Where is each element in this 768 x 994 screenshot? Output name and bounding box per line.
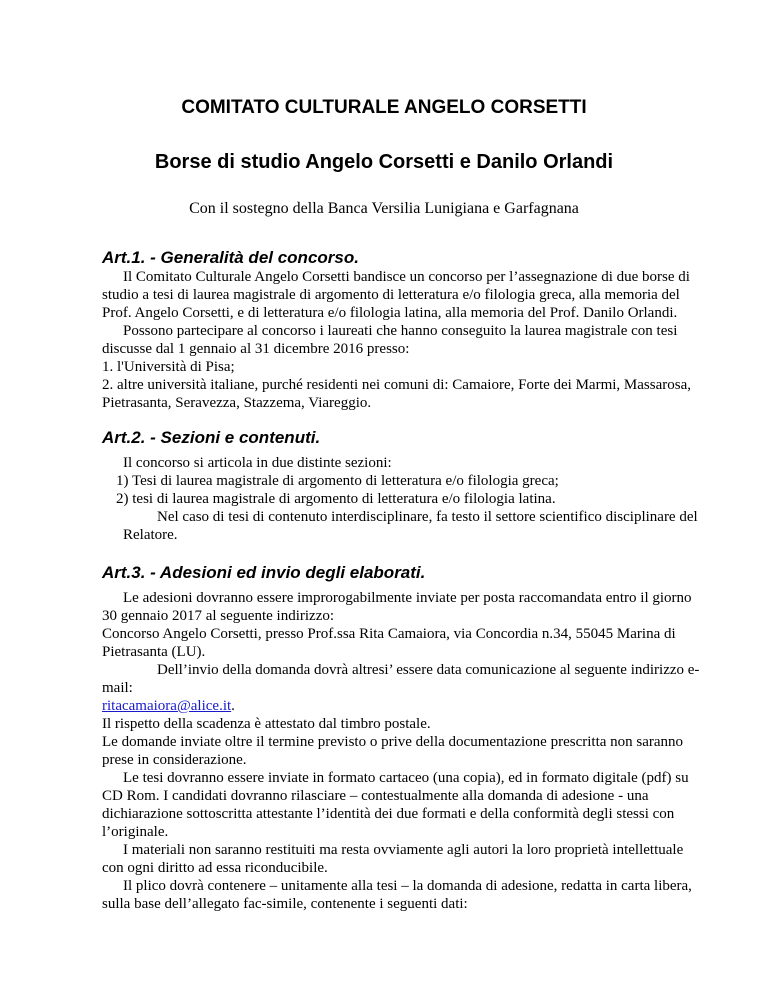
address-line: Concorso Angelo Corsetti, presso Prof.ssa Rita Camaiora, via Concordia n.34, 55045 Marina di	[102, 626, 676, 642]
art2-heading: Art.2. - Sezioni e contenuti.	[102, 428, 321, 447]
paragraph-line: Prof. Angelo Corsetti, e di letteratura e/o filologia latina, alla memoria del Prof. Danilo Orlandi.	[102, 305, 678, 321]
paragraph-line: Possono partecipare al concorso i laureati che hanno conseguito la laurea magistrale con tesi	[123, 323, 678, 339]
paragraph-line: discusse dal 1 gennaio al 31 dicembre 2016 presso:	[102, 341, 410, 357]
paragraph-line: Le adesioni dovranno essere improrogabilmente inviate per posta raccomandata entro il giorno	[123, 590, 692, 606]
list-item: 2. altre università italiane, purché residenti nei comuni di: Camaiore, Forte dei Marmi, Massarosa,	[102, 377, 691, 393]
art1-heading: Art.1. - Generalità del concorso.	[102, 248, 359, 267]
list-item: 1) Tesi di laurea magistrale di argomento di letteratura e/o filologia greca;	[116, 473, 559, 489]
email-link[interactable]: ritacamaiora@alice.it	[102, 698, 232, 714]
paragraph-line: I materiali non saranno restituiti ma resta ovviamente agli autori la loro proprietà intellettuale	[123, 842, 684, 858]
email-line	[102, 697, 692, 715]
paragraph-line: Il plico dovrà contenere – unitamente alla tesi – la domanda di adesione, redatta in carta libera,	[123, 878, 692, 894]
paragraph-line: prese in considerazione.	[102, 752, 247, 768]
paragraph-line: dichiarazione sottoscritta attestante l’identità dei due formati e della conformità degli stessi con	[102, 806, 675, 822]
paragraph-line: CD Rom. I candidati dovranno rilasciare – contestualmente alla domanda di adesione - una	[102, 788, 649, 804]
paragraph-line: Pietrasanta, Seravezza, Stazzema, Viareggio.	[102, 395, 372, 411]
paragraph-line: l’originale.	[102, 824, 169, 840]
paragraph-line: con ogni diritto ad essa riconducibile.	[102, 860, 328, 876]
paragraph-line: studio a tesi di laurea magistrale di argomento di letteratura e/o filologia greca, alla memoria del	[102, 287, 680, 303]
paragraph-line: Relatore.	[123, 527, 178, 543]
paragraph-line: Il rispetto della scadenza è attestato dal timbro postale.	[102, 716, 431, 732]
paragraph-line: mail:	[102, 680, 133, 696]
art2-body	[102, 454, 698, 544]
address-line: Pietrasanta (LU).	[102, 644, 206, 660]
paragraph-line: Le domande inviate oltre il termine previsto o prive della documentazione prescritta non saranno	[102, 734, 684, 750]
art1-body	[102, 268, 692, 412]
paragraph-line: Il Comitato Culturale Angelo Corsetti bandisce un concorso per l’assegnazione di due borse di	[123, 269, 690, 285]
paragraph-line: Le tesi dovranno essere inviate in formato cartaceo (una copia), ed in formato digitale (pdf) su	[123, 770, 689, 786]
paragraph-line: 30 gennaio 2017 al seguente indirizzo:	[102, 608, 335, 624]
sponsor-subtitle: Con il sostegno della Banca Versilia Lunigiana e Garfagnana	[189, 200, 579, 217]
committee-heading: COMITATO CULTURALE ANGELO CORSETTI	[181, 97, 587, 118]
list-item: 1. l'Università di Pisa;	[102, 359, 235, 375]
paragraph-line: Il concorso si articola in due distinte sezioni:	[123, 455, 392, 471]
art3-heading: Art.3. - Adesioni ed invio degli elaborati.	[102, 563, 426, 582]
art3-body	[102, 589, 700, 913]
paragraph-line: Nel caso di tesi di contenuto interdisciplinare, fa testo il settore scientifico disciplinare del	[157, 509, 698, 525]
paragraph-line: Dell’invio della domanda dovrà altresi’ essere data comunicazione al seguente indirizzo e-	[157, 662, 700, 678]
document-title: Borse di studio Angelo Corsetti e Danilo Orlandi	[154, 151, 614, 173]
email-period: .	[231, 698, 235, 714]
paragraph-line: sulla base dell’allegato fac-simile, contenente i seguenti dati:	[102, 896, 468, 912]
list-item: 2) tesi di laurea magistrale di argomento di letteratura e/o filologia latina.	[116, 491, 556, 507]
